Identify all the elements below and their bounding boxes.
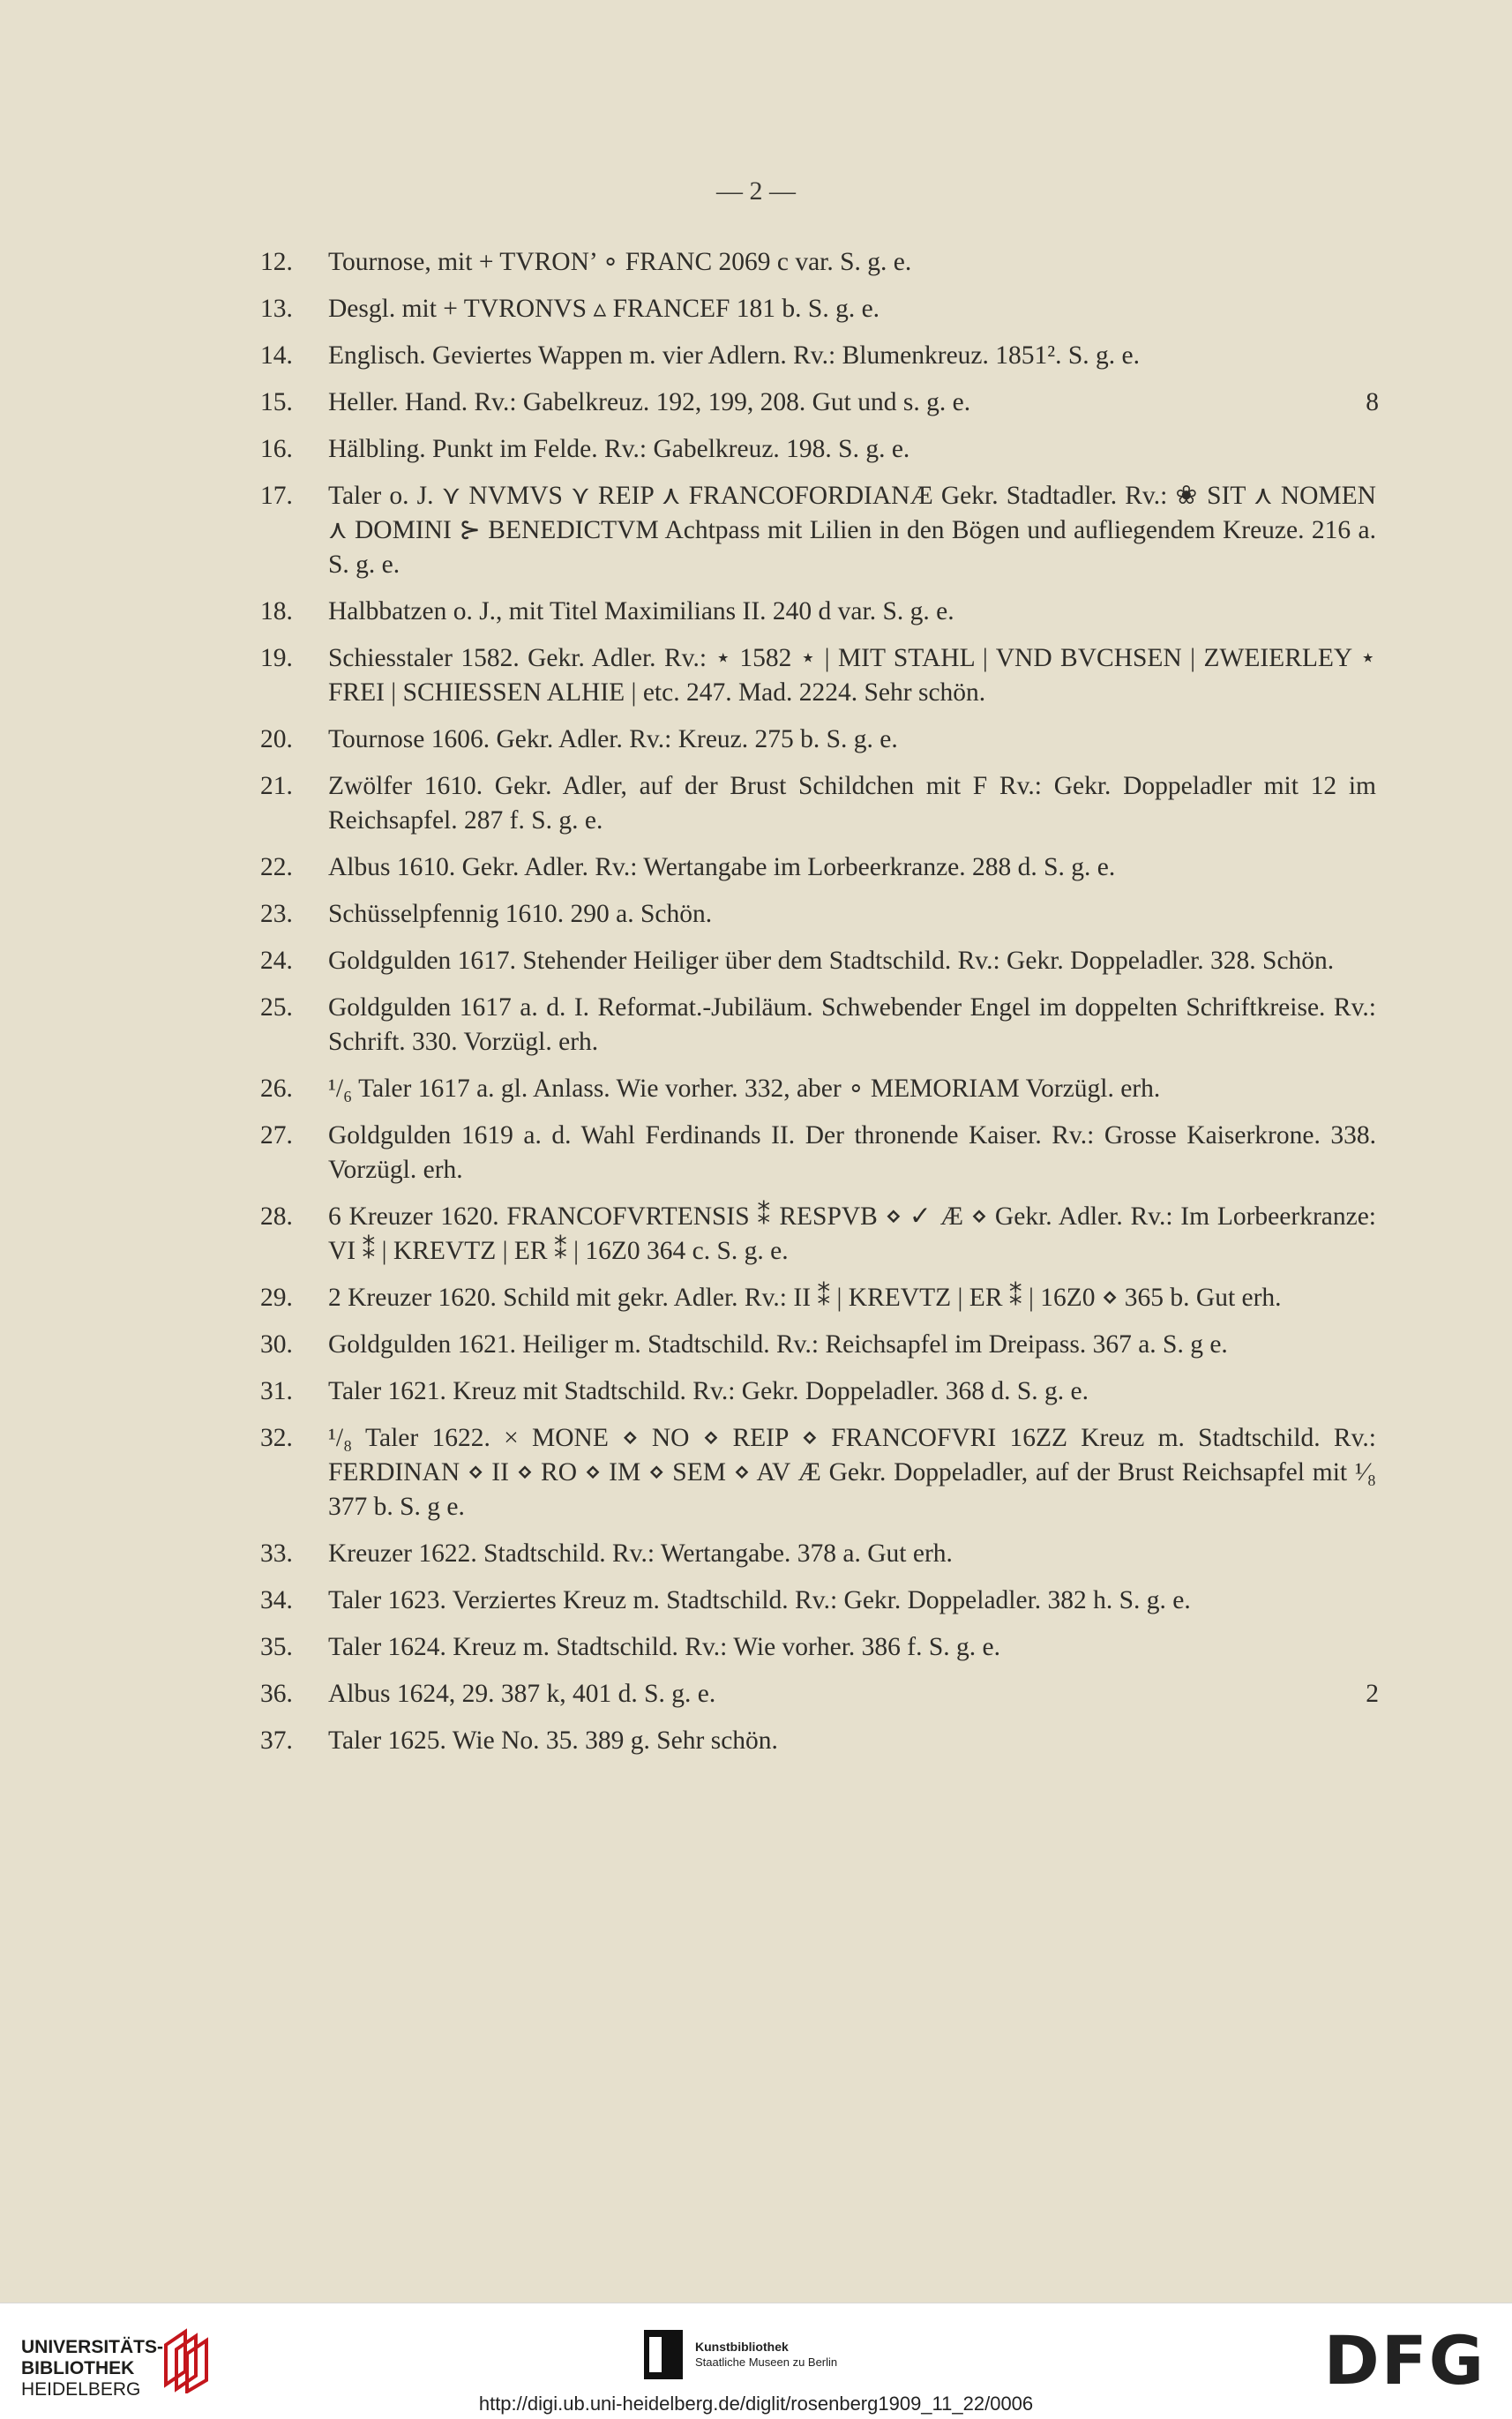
- entry-text: Goldgulden 1619 a. d. Wahl Ferdinands II. Der thronende Kaiser. Rv.: Grosse Kaiserkrone. 338. Vorzügl. erh.: [328, 1121, 1376, 1184]
- entry-text: 6 Kreuzer 1620. FRANCOFVRTENSIS ⁑ RESPVB ⋄ ✓ Æ ⋄ Gekr. Adler. Rv.: Im Lorbeerkranze: VI ⁑ | KREVTZ | ER ⁑ | 16Z0 364 c. S. g. e.: [328, 1202, 1376, 1265]
- catalog-entry: [260, 292, 1376, 326]
- entry-text: Taler 1623. Verziertes Kreuz m. Stadtschild. Rv.: Gekr. Doppeladler. 382 h. S. g. e.: [328, 1586, 1191, 1614]
- entry-number: 34.: [260, 1586, 293, 1614]
- kunstbibliothek-icon: [644, 2330, 683, 2379]
- heidelberg-library-logo[interactable]: [21, 2337, 163, 2400]
- entry-text: Halbbatzen o. J., mit Titel Maximilians II. 240 d var. S. g. e.: [328, 597, 954, 625]
- entry-text: Schiesstaler 1582. Gekr. Adler. Rv.: ⋆ 1582 ⋆ | MIT STAHL | VND BVCHSEN | ZWEIERLEY ⋆ FREI | SCHIESSEN ALHIE | etc. 247. Mad. 2224. Sehr schön.: [328, 644, 1376, 707]
- entry-number: 31.: [260, 1377, 293, 1405]
- entry-margin-note: 2: [1366, 1680, 1379, 1708]
- catalog-entry: [260, 1584, 1376, 1618]
- library-line-2: BIBLIOTHEK: [21, 2358, 135, 2378]
- library-line-1: UNIVERSITÄTS-: [21, 2337, 164, 2357]
- catalog-entry: [260, 944, 1376, 978]
- entry-number: 22.: [260, 853, 293, 881]
- entry-number: 36.: [260, 1680, 293, 1708]
- catalog-entry: [260, 1677, 1379, 1711]
- dfg-logo[interactable]: DFG: [1323, 2321, 1486, 2400]
- entry-text: Goldgulden 1617 a. d. I. Reformat.-Jubiläum. Schwebender Engel im doppelten Schriftkreise. Rv.: Schrift. 330. Vorzügl. erh.: [328, 993, 1376, 1056]
- entry-number: 37.: [260, 1726, 293, 1755]
- catalog-entry: [260, 432, 1376, 467]
- entry-number: 30.: [260, 1330, 293, 1359]
- entry-number: 16.: [260, 435, 293, 463]
- catalog-entry: [260, 1200, 1376, 1269]
- catalog-entries: [260, 245, 1379, 1771]
- entry-text: ¹/₆ Taler 1617 a. gl. Anlass. Wie vorher. 332, aber ∘ MEMORIAM Vorzügl. erh.: [328, 1075, 1161, 1103]
- catalog-entry: [260, 1724, 1376, 1758]
- catalog-entry: [260, 1328, 1376, 1362]
- entry-text: Desgl. mit + TVRONVS ▵ FRANCEF 181 b. S. g. e.: [328, 295, 880, 323]
- entry-number: 12.: [260, 248, 293, 276]
- catalog-entry: [260, 1119, 1376, 1187]
- footer-bar: [0, 2303, 1512, 2419]
- entry-text: Heller. Hand. Rv.: Gabelkreuz. 192, 199, 208. Gut und s. g. e.: [328, 388, 971, 416]
- catalog-entry: [260, 1281, 1376, 1315]
- catalog-entry: [260, 1630, 1376, 1665]
- permalink-url[interactable]: http://digi.ub.uni-heidelberg.de/diglit/rosenberg1909_11_22/0006: [478, 2393, 1034, 2415]
- entry-text: Goldgulden 1621. Heiliger m. Stadtschild. Rv.: Reichsapfel im Dreipass. 367 a. S. g e.: [328, 1330, 1228, 1359]
- kb-line-1: Kunstbibliothek: [695, 2340, 789, 2354]
- entry-number: 20.: [260, 725, 293, 753]
- catalog-entry: [260, 1421, 1376, 1524]
- entry-number: 17.: [260, 482, 293, 510]
- library-line-3: HEIDELBERG: [21, 2379, 141, 2400]
- entry-text: Tournose, mit + TVRON’ ∘ FRANC 2069 c var. S. g. e.: [328, 248, 912, 276]
- catalog-entry: [260, 641, 1376, 710]
- entry-number: 35.: [260, 1633, 293, 1661]
- entry-text: Taler 1624. Kreuz m. Stadtschild. Rv.: Wie vorher. 386 f. S. g. e.: [328, 1633, 1000, 1661]
- kunstbibliothek-logo[interactable]: [644, 2330, 837, 2379]
- entry-number: 29.: [260, 1284, 293, 1312]
- entry-number: 33.: [260, 1539, 293, 1568]
- entry-text: Englisch. Geviertes Wappen m. vier Adlern. Rv.: Blumenkreuz. 1851². S. g. e.: [328, 341, 1140, 370]
- entry-number: 23.: [260, 900, 293, 928]
- entry-margin-note: 8: [1366, 388, 1379, 416]
- page-number: — 2 —: [716, 176, 796, 206]
- entry-text: Albus 1610. Gekr. Adler. Rv.: Wertangabe im Lorbeerkranze. 288 d. S. g. e.: [328, 853, 1116, 881]
- entry-number: 19.: [260, 644, 293, 672]
- catalog-entry: [260, 595, 1376, 629]
- entry-number: 28.: [260, 1202, 293, 1231]
- library-logo-icon: [159, 2323, 212, 2393]
- catalog-entry: [260, 897, 1376, 932]
- entry-number: 18.: [260, 597, 293, 625]
- kb-line-2: Staatliche Museen zu Berlin: [695, 2355, 838, 2369]
- entry-number: 27.: [260, 1121, 293, 1150]
- catalog-entry: [260, 339, 1376, 373]
- entry-number: 15.: [260, 388, 293, 416]
- entry-number: 32.: [260, 1424, 293, 1452]
- entry-text: Taler 1621. Kreuz mit Stadtschild. Rv.: Gekr. Doppeladler. 368 d. S. g. e.: [328, 1377, 1089, 1405]
- catalog-entry: [260, 245, 1376, 280]
- catalog-entry: [260, 386, 1379, 420]
- entry-text: Tournose 1606. Gekr. Adler. Rv.: Kreuz. 275 b. S. g. e.: [328, 725, 898, 753]
- entry-text: 2 Kreuzer 1620. Schild mit gekr. Adler. Rv.: II ⁑ | KREVTZ | ER ⁑ | 16Z0 ⋄ 365 b. Gut erh.: [328, 1284, 1282, 1312]
- catalog-entry: [260, 991, 1376, 1060]
- catalog-entry: [260, 850, 1376, 885]
- entry-text: Albus 1624, 29. 387 k, 401 d. S. g. e.: [328, 1680, 716, 1708]
- catalog-entry: [260, 1537, 1376, 1571]
- entry-number: 21.: [260, 772, 293, 800]
- entry-number: 14.: [260, 341, 293, 370]
- entry-number: 24.: [260, 947, 293, 975]
- entry-text: Hälbling. Punkt im Felde. Rv.: Gabelkreuz. 198. S. g. e.: [328, 435, 910, 463]
- entry-text: Kreuzer 1622. Stadtschild. Rv.: Wertangabe. 378 a. Gut erh.: [328, 1539, 953, 1568]
- catalog-entry: [260, 479, 1376, 582]
- entry-text: Taler 1625. Wie No. 35. 389 g. Sehr schön.: [328, 1726, 778, 1755]
- entry-text: Schüsselpfennig 1610. 290 a. Schön.: [328, 900, 713, 928]
- catalog-entry: [260, 1374, 1376, 1409]
- entry-text: Goldgulden 1617. Stehender Heiliger über dem Stadtschild. Rv.: Gekr. Doppeladler. 328. Schön.: [328, 947, 1335, 975]
- catalog-entry: [260, 769, 1376, 838]
- entry-text: ¹/₈ Taler 1622. × MONE ⋄ NO ⋄ REIP ⋄ FRANCOFVRI 16ZZ Kreuz m. Stadtschild. Rv.: FERDINAN ⋄ II ⋄ RO ⋄ IM ⋄ SEM ⋄ AV Æ Gekr. Doppeladler, auf der Brust Reichsapfel mit ¹⁄₈ 377 b. S. g e.: [328, 1424, 1376, 1521]
- catalog-entry: [260, 723, 1376, 757]
- entry-text: Zwölfer 1610. Gekr. Adler, auf der Brust Schildchen mit F Rv.: Gekr. Doppeladler mit 12 im Reichsapfel. 287 f. S. g. e.: [328, 772, 1376, 835]
- entry-text: Taler o. J. ⋎ NVMVS ⋎ REIP ⋏ FRANCOFORDIANÆ Gekr. Stadtadler. Rv.: ❀ SIT ⋏ NOMEN ⋏ DOMINI ⊱ BENEDICTVM Achtpass mit Lilien in den Bögen und aufliegendem Kreuze. 216 a. S. g. e.: [328, 482, 1376, 579]
- entry-number: 13.: [260, 295, 293, 323]
- entry-number: 26.: [260, 1075, 293, 1103]
- catalog-entry: [260, 1072, 1376, 1106]
- entry-number: 25.: [260, 993, 293, 1022]
